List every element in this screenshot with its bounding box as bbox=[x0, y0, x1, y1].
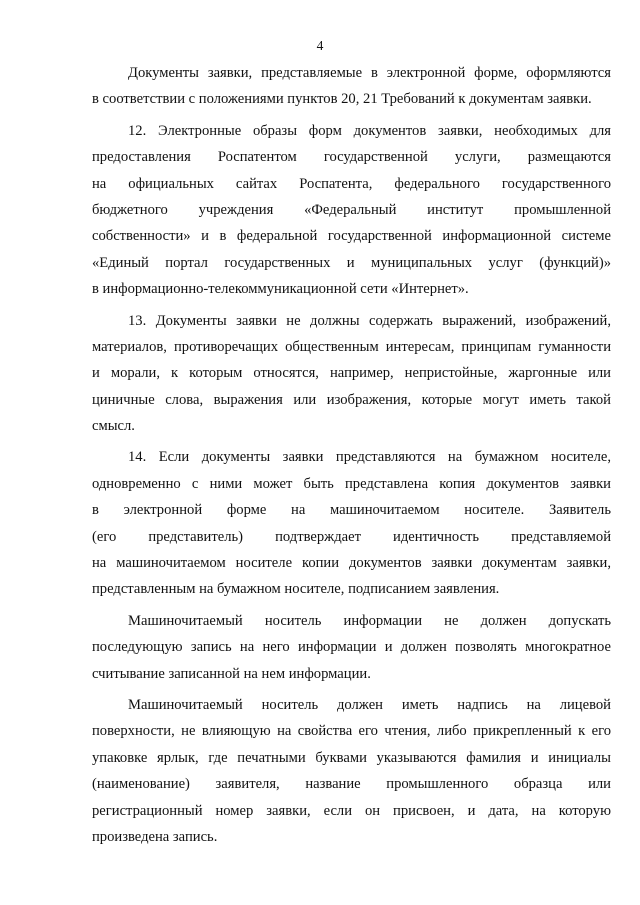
paragraph-media-rewrite bbox=[92, 608, 611, 687]
paragraph-media-label bbox=[92, 692, 611, 850]
text-line: представленным на бумажном носителе, подписанием заявления. bbox=[92, 581, 500, 598]
text-line: 13. Документы заявки не должны содержать выражений, изображений, bbox=[128, 312, 611, 329]
text-line: 14. Если документы заявки представляются на бумажном носителе, bbox=[128, 449, 611, 466]
text-line: произведена запись. bbox=[92, 828, 218, 845]
text-line: предоставления Роспатентом государственной услуги, размещаются bbox=[92, 149, 611, 166]
paragraph-13 bbox=[92, 308, 611, 440]
text-line: в информационно-телекоммуникационной сети «Интернет». bbox=[92, 281, 469, 298]
page-number: 4 bbox=[316, 38, 324, 53]
text-line: на машиночитаемом носителе копии документов заявки документам заявки, bbox=[92, 555, 611, 572]
text-line: Документы заявки, представляемые в электронной форме, оформляются bbox=[128, 65, 611, 81]
paragraph-intro bbox=[92, 60, 611, 113]
text-line: последующую запись на него информации и должен позволять многократное bbox=[92, 639, 611, 656]
text-line: одновременно с ними может быть представлена копия документов заявки bbox=[92, 475, 611, 492]
text-line: считывание записанной на нем информации. bbox=[92, 665, 371, 682]
text-line: и морали, к которым относятся, например, непристойные, жаргонные или bbox=[92, 365, 611, 382]
text-line: 12. Электронные образы форм документов заявки, необходимых для bbox=[128, 122, 611, 139]
text-line: «Единый портал государственных и муниципальных услуг (функций)» bbox=[92, 254, 611, 271]
document-body bbox=[92, 60, 611, 855]
paragraph-12 bbox=[92, 118, 611, 303]
text-line: собственности» и в федеральной государственной информационной системе bbox=[92, 228, 611, 245]
text-line: Машиночитаемый носитель информации не должен допускать bbox=[128, 612, 611, 629]
text-line: бюджетного учреждения «Федеральный институт промышленной bbox=[92, 201, 611, 218]
text-line: (его представитель) подтверждает идентичность представляемой bbox=[92, 528, 611, 545]
text-line: поверхности, не влияющую на свойства его чтения, либо прикрепленный к его bbox=[92, 723, 611, 740]
text-line: в соответствии с положениями пунктов 20, 21 Требований к документам заявки. bbox=[92, 91, 592, 108]
text-line: регистрационный номер заявки, если он присвоен, и дата, на которую bbox=[92, 802, 611, 819]
text-line: Машиночитаемый носитель должен иметь надпись на лицевой bbox=[128, 696, 611, 713]
text-line: материалов, противоречащих общественным интересам, принципам гуманности bbox=[92, 338, 611, 355]
text-line: (наименование) заявителя, название промышленного образца или bbox=[92, 776, 611, 793]
text-line: на официальных сайтах Роспатента, федерального государственного bbox=[92, 175, 611, 192]
text-line: смысл. bbox=[92, 418, 135, 435]
text-line: упаковке ярлык, где печатными буквами указываются фамилия и инициалы bbox=[92, 749, 611, 766]
text-line: в электронной форме на машиночитаемом носителе. Заявитель bbox=[92, 502, 611, 519]
text-line: циничные слова, выражения или изображения, которые могут иметь такой bbox=[92, 391, 611, 408]
paragraph-14 bbox=[92, 444, 611, 602]
